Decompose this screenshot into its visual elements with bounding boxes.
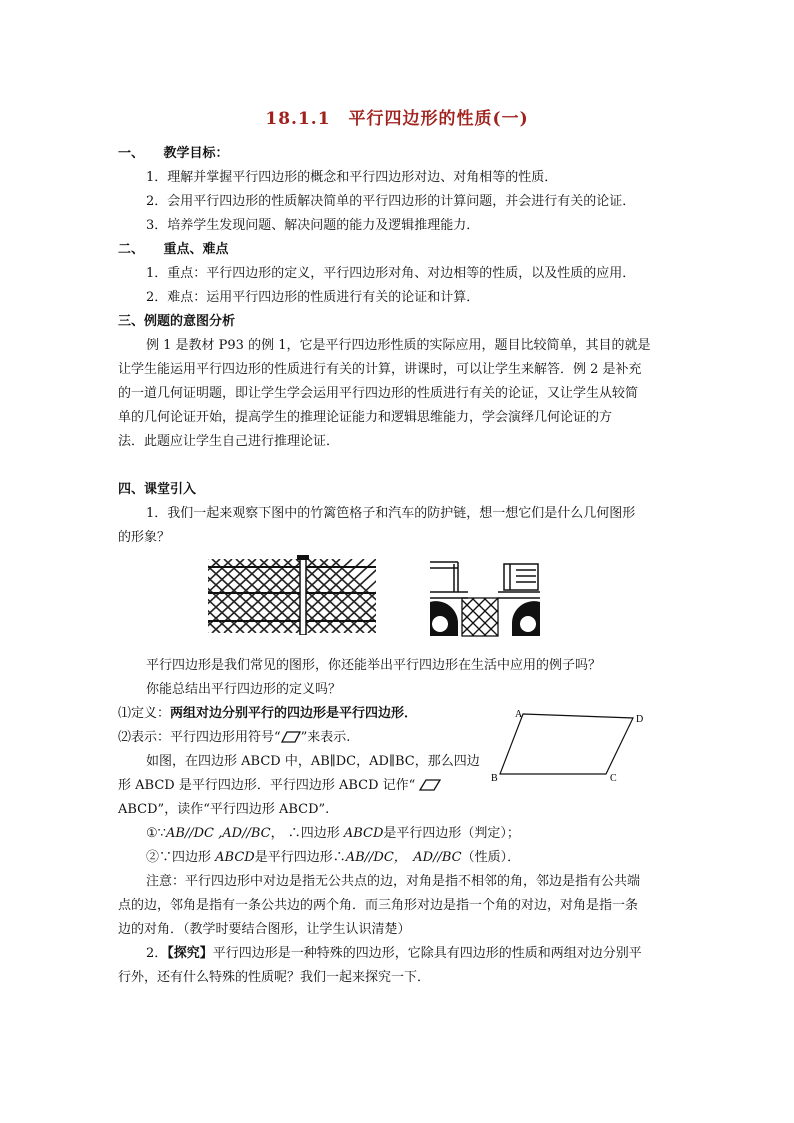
note-line-2: 点的边，邻角是指有一条公共边的两个角．而三角形对边是指一个角的对边，对角是指一条 — [118, 898, 639, 913]
bamboo-fence-illustration — [208, 555, 376, 635]
example-line-3: ABCD”，读作“平行四边形 ABCD”. — [118, 802, 330, 817]
property-name: ABCD — [215, 850, 255, 865]
goal-item-3: 3．培养学生发现问题、解决问题的能力及逻辑推理能力． — [146, 218, 480, 233]
section-4-heading: 四、课堂引入 — [118, 482, 197, 497]
key-point-item-1: 1．重点：平行四边形的定义，平行四边形对角、对边相等的性质，以及性质的应用． — [146, 266, 636, 281]
explore-tag: 【探究】 — [167, 946, 213, 961]
example-line-1: 如图，在四边形 ABCD 中，AB∥DC，AD∥BC，那么四边 — [146, 754, 480, 769]
explore-text: 平行四边形是一种特殊的四边形，它除具有四边形的性质和两组对边分别平 — [212, 946, 642, 961]
criterion-therefore: ， ∴四边形 — [270, 826, 344, 841]
property-suffix: （性质）． — [461, 850, 521, 865]
explore-line-2: 行外，还有什么特殊的性质呢？我们一起来探究一下． — [118, 970, 431, 985]
example-line-2 — [118, 777, 441, 795]
notation-text-after: ”来表示. — [300, 730, 351, 745]
notation-line — [118, 729, 350, 747]
property-conclusion: AB//DC， AD//BC — [345, 850, 462, 865]
intro-question-line-1: 1．我们一起来观察下图中的竹篱笆格子和汽车的防护链，想一想它们是什么几何图形 — [146, 506, 636, 521]
intro-question-line-2: 的形象？ — [118, 530, 171, 545]
key-point-item-2: 2．难点：运用平行四边形的性质进行有关的论证和计算． — [146, 290, 480, 305]
truck-guard-chain-illustration — [428, 558, 542, 638]
goal-item-1: 1．理解并掌握平行四边形的概念和平行四边形对边、对角相等的性质． — [146, 170, 558, 185]
parallelogram-symbol-icon — [419, 779, 441, 791]
property-line — [146, 849, 520, 867]
question-applications: 平行四边形是我们常见的图形，你还能举出平行四边形在生活中应用的例子吗？ — [146, 658, 602, 673]
page-title: 18.1.1 平行四边形的性质(一) — [265, 109, 529, 129]
analysis-line-2: 让学生能运用平行四边形的性质进行有关的计算，讲课时，可以让学生来解答．例 2 是补充 — [118, 362, 642, 377]
vertex-label-b: B — [491, 773, 498, 784]
vertex-label-a: A — [515, 709, 523, 720]
vertex-label-d: D — [636, 714, 644, 725]
notation-text-before: ⑵表示：平行四边形用符号“ — [118, 730, 281, 745]
criterion-condition: AB//DC ,AD//BC — [165, 826, 271, 841]
criterion-prefix: ①∵ — [146, 826, 166, 841]
analysis-line-5: 法．此题应让学生自己进行推理论证． — [118, 434, 340, 449]
criterion-name: ABCD — [343, 826, 384, 841]
section-3-heading: 三、例题的意图分析 — [118, 314, 236, 329]
parallelogram-abcd-figure — [488, 704, 648, 788]
definition-text: 两组对边分别平行的四边形是平行四边形． — [170, 706, 418, 721]
criterion-suffix: 是平行四边形（判定）； — [383, 826, 520, 841]
explore-line-1 — [146, 945, 642, 963]
property-prefix: ②∵四边形 — [146, 850, 216, 865]
analysis-line-3: 的一道几何证明题，即让学生学会运用平行四边形的性质进行有关的论证，又让学生从较简 — [118, 386, 639, 401]
analysis-line-1: 例 1 是教材 P93 的例 1，它是平行四边形性质的实际应用，题目比较简单，其目的就是 — [146, 338, 651, 353]
section-2-heading: 二、 重点、难点 — [118, 242, 229, 257]
vertex-label-c: C — [610, 773, 617, 784]
explore-number: 2． — [146, 946, 168, 961]
example-line-2-text: 形 ABCD 是平行四边形．平行四边形 ABCD 记作“ — [118, 778, 416, 793]
note-line-1: 注意：平行四边形中对边是指无公共点的边，对角是指不相邻的角，邻边是指有公共端 — [146, 874, 641, 889]
definition-line — [118, 705, 417, 723]
definition-label: ⑴定义： — [118, 706, 171, 721]
criterion-line — [146, 825, 520, 843]
parallelogram-symbol-icon — [281, 731, 301, 743]
question-definition: 你能总结出平行四边形的定义吗？ — [146, 682, 342, 697]
section-1-heading: 一、 教学目标： — [118, 146, 229, 161]
goal-item-2: 2．会用平行四边形的性质解决简单的平行四边形的计算问题，并会进行有关的论证． — [146, 194, 636, 209]
analysis-line-4: 单的几何论证开始，提高学生的推理论证能力和逻辑思维能力，学会演绎几何论证的方 — [118, 410, 613, 425]
note-line-3: 边的对角．（教学时要结合图形，让学生认识清楚） — [118, 922, 411, 937]
property-therefore: 是平行四边形∴ — [254, 850, 346, 865]
